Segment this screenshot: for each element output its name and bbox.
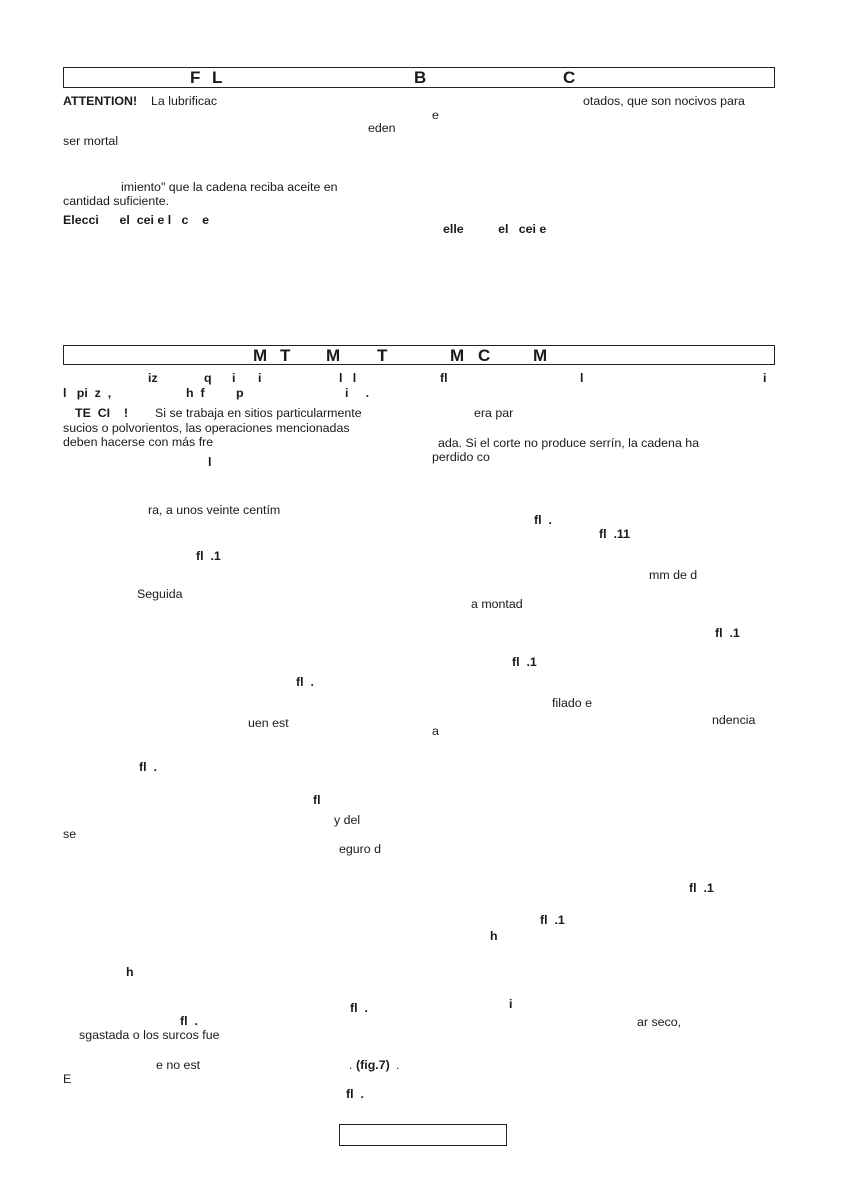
body-text: a	[432, 724, 439, 738]
body-text: eguro d	[339, 842, 382, 856]
subheading-oil-choice: Elecci el cei e l c e	[63, 213, 210, 227]
header-fragment: C	[478, 346, 491, 365]
body-text: .	[396, 1058, 400, 1072]
body-text: uen est	[248, 716, 289, 730]
header-fragment: F	[190, 68, 201, 87]
body-text: ser mortal	[63, 134, 119, 148]
figure-ref: fl .1	[512, 655, 537, 669]
body-text: ada. Si el corte no produce serrín, la cadena ha	[438, 436, 700, 450]
header-fragment: L	[212, 68, 223, 87]
body-text: mm de d	[649, 568, 698, 582]
body-text: cantidad suficiente.	[63, 194, 170, 208]
figure-ref: fl .	[346, 1087, 364, 1101]
body-text: otados, que son nocivos para	[583, 94, 745, 108]
intro-text: l pi z ,	[63, 386, 112, 400]
body-text: l	[208, 455, 212, 469]
subheading-oil-choice: elle el cei e	[443, 222, 547, 236]
intro-text: fl	[440, 371, 448, 385]
body-text: ra, a unos veinte centím	[148, 503, 281, 517]
body-text: La lubrificac	[151, 94, 218, 108]
intro-text: q	[204, 371, 212, 385]
figure-ref: fl .1	[196, 549, 221, 563]
header-fragment: M	[326, 346, 341, 365]
body-text: .	[349, 1058, 353, 1072]
header-fragment: B	[414, 68, 427, 87]
intro-text: iz	[148, 371, 158, 385]
figure-ref: fl .	[350, 1001, 368, 1015]
body-text: imiento" que la cadena reciba aceite en	[121, 180, 338, 194]
figure-ref: fl .	[296, 675, 314, 689]
section-header-maintenance	[63, 345, 775, 365]
body-text: eden	[368, 121, 396, 135]
intro-text: p	[236, 386, 244, 400]
header-fragment: M	[450, 346, 465, 365]
intro-text: i	[258, 371, 262, 385]
attention-label: ATTENTION!	[63, 94, 138, 108]
body-text: sgastada o los surcos fue	[79, 1028, 220, 1042]
body-text: e	[432, 108, 439, 122]
header-fragment: T	[280, 346, 291, 365]
figure-ref-fig7: (fig.7)	[356, 1058, 390, 1072]
intro-text: l	[580, 371, 584, 385]
body-text: Seguida	[137, 587, 183, 601]
body-text: e no est	[156, 1058, 201, 1072]
figure-ref: fl .1	[689, 881, 714, 895]
intro-text: h f	[186, 386, 205, 400]
header-fragment: M	[253, 346, 268, 365]
body-text: h	[126, 965, 134, 979]
body-text: y del	[334, 813, 361, 827]
header-fragment: T	[377, 346, 388, 365]
body-text: era par	[474, 406, 514, 420]
intro-text: i	[763, 371, 767, 385]
body-text: perdido co	[432, 450, 490, 464]
body-text: deben hacerse con más fre	[63, 435, 214, 449]
section-header-lubrication	[63, 67, 775, 88]
intro-text: i	[232, 371, 236, 385]
body-text: sucios o polvorientos, las operaciones mencionadas	[63, 421, 350, 435]
figure-ref: fl	[313, 793, 321, 807]
body-text: a montad	[471, 597, 523, 611]
body-text: Si se trabaja en sitios particularmente	[155, 406, 362, 420]
figure-ref: fl .	[180, 1014, 198, 1028]
body-text: ar seco,	[637, 1015, 682, 1029]
body-text: filado e	[552, 696, 592, 710]
header-fragment: M	[533, 346, 548, 365]
page-number-box	[339, 1124, 507, 1146]
figure-ref: fl .11	[599, 527, 630, 541]
attention-label: TE CI !	[75, 406, 129, 420]
body-text: i	[509, 997, 513, 1011]
body-text: E	[63, 1072, 72, 1086]
figure-ref: fl .	[139, 760, 157, 774]
body-text: ndencia	[712, 713, 756, 727]
header-fragment: C	[563, 68, 576, 87]
intro-text: i .	[345, 386, 370, 400]
intro-text: l l	[339, 371, 357, 385]
body-text: se	[63, 827, 77, 841]
figure-ref: fl .	[534, 513, 552, 527]
figure-ref: fl .1	[540, 913, 565, 927]
figure-ref: fl .1	[715, 626, 740, 640]
body-text: h	[490, 929, 498, 943]
